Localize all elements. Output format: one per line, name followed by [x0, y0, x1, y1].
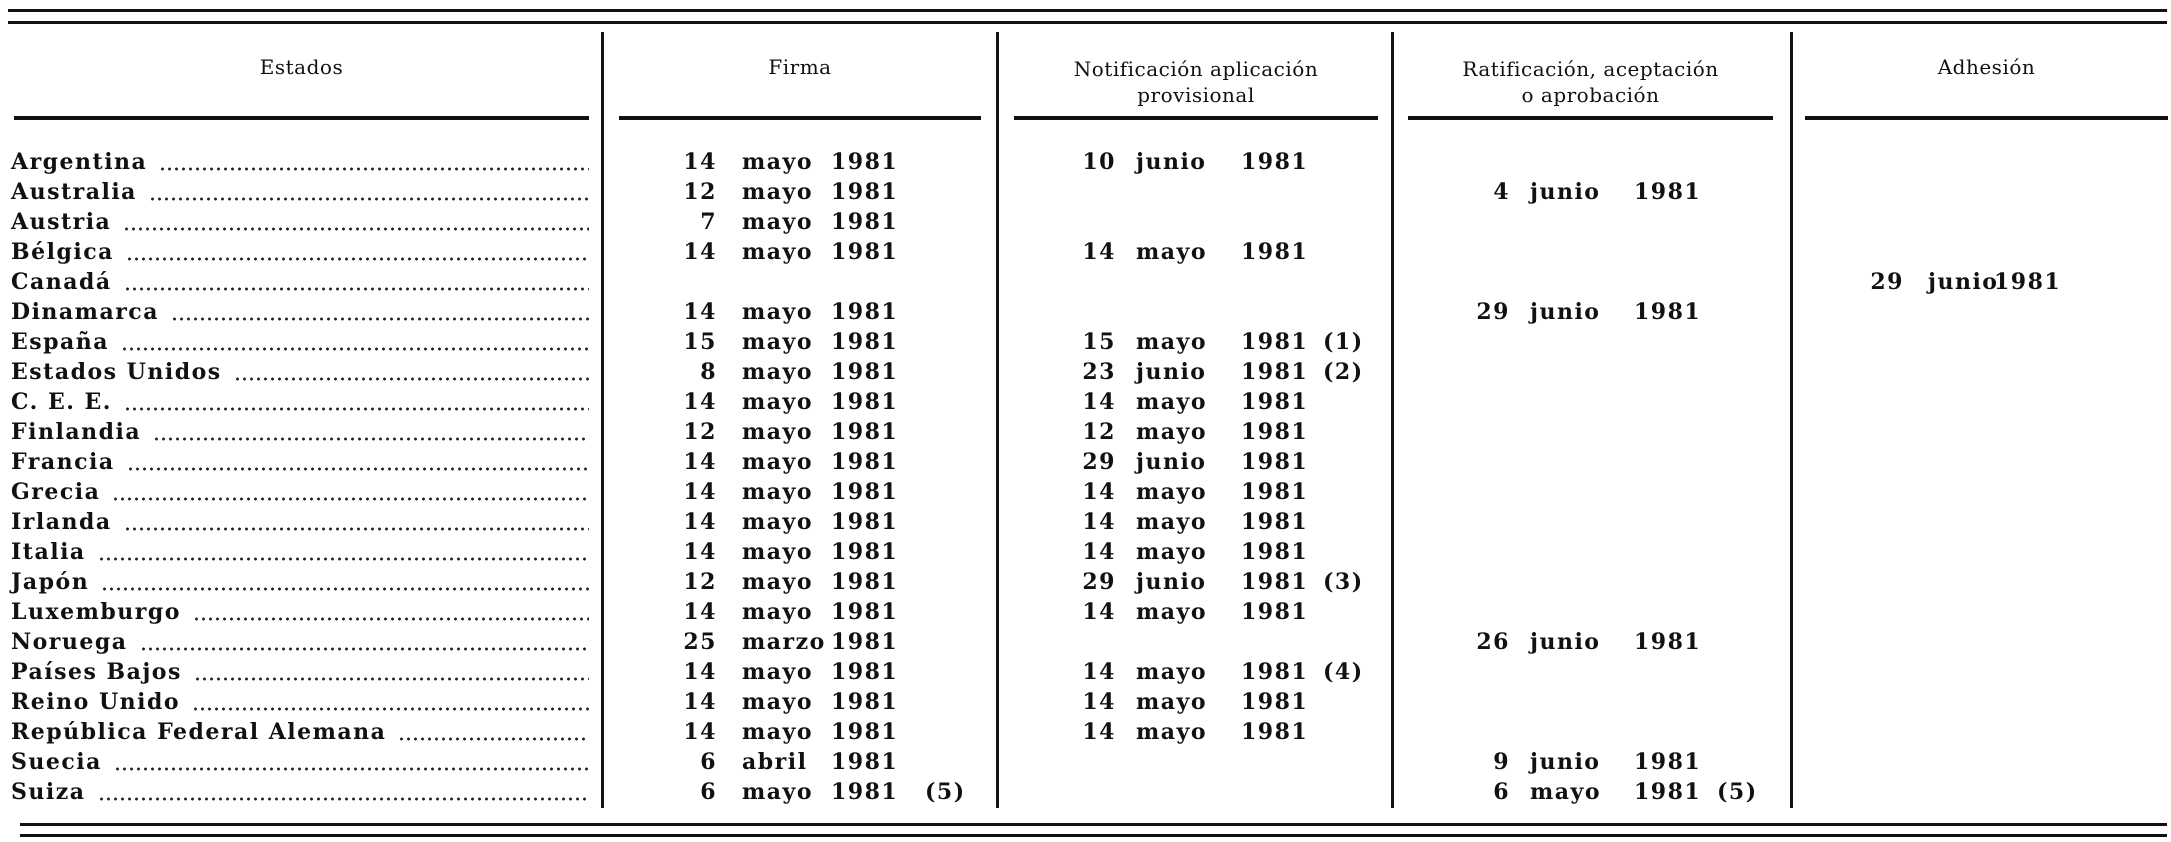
notif-date-note: (2): [1323, 359, 1364, 385]
firma-date-year: 1981: [831, 209, 899, 235]
dot-leader: [127, 467, 589, 471]
notif-date-year: 1981: [1241, 449, 1309, 475]
firma-date-month: mayo: [742, 449, 813, 475]
table-row: [0, 687, 2171, 717]
table-row: [0, 777, 2171, 807]
state-name: Dinamarca: [11, 299, 159, 325]
ratif-date-month: junio: [1530, 299, 1601, 325]
dot-leader: [140, 647, 589, 651]
firma-date-month: mayo: [742, 569, 813, 595]
firma-date-year: 1981: [831, 479, 899, 505]
dot-leader: [112, 497, 589, 501]
table-row: [0, 267, 2171, 297]
firma-date-day: 14: [683, 659, 717, 685]
dot-leader: [123, 227, 589, 231]
notif-date-day: 14: [1082, 479, 1116, 505]
notif-date-note: (3): [1323, 569, 1364, 595]
table-row: [0, 237, 2171, 267]
table-row: [0, 537, 2171, 567]
header-firma: Firma: [768, 55, 832, 79]
state-name: Canadá: [11, 269, 112, 295]
state-name: Suecia: [11, 749, 102, 775]
dot-leader: [149, 197, 589, 201]
firma-date-month: mayo: [742, 299, 813, 325]
rule: [20, 823, 2167, 826]
dot-leader: [153, 437, 589, 441]
ratif-date-day: 9: [1493, 749, 1510, 775]
firma-date-day: 25: [683, 629, 717, 655]
dot-leader: [171, 317, 589, 321]
header-underline: [1408, 116, 1773, 120]
firma-date-month: mayo: [742, 389, 813, 415]
notif-date-note: (1): [1323, 329, 1364, 355]
state-name: España: [11, 329, 110, 355]
dot-leader: [398, 737, 589, 741]
firma-date-day: 15: [683, 329, 717, 355]
notif-date-day: 14: [1082, 389, 1116, 415]
firma-date-day: 14: [683, 389, 717, 415]
notif-date-year: 1981: [1241, 599, 1309, 625]
firma-date-year: 1981: [831, 599, 899, 625]
state-name: Bélgica: [11, 239, 114, 265]
state-name: Reino Unido: [11, 689, 181, 715]
firma-date-month: mayo: [742, 719, 813, 745]
table-row: [0, 357, 2171, 387]
firma-date-year: 1981: [831, 359, 899, 385]
notif-date-month: mayo: [1136, 689, 1207, 715]
ratif-date-year: 1981: [1634, 749, 1702, 775]
state-name: Estados Unidos: [11, 359, 222, 385]
notif-date-month: junio: [1136, 449, 1207, 475]
firma-date-month: mayo: [742, 179, 813, 205]
notif-date-month: mayo: [1136, 659, 1207, 685]
firma-date-year: 1981: [831, 569, 899, 595]
table-row: [0, 417, 2171, 447]
table-row: [0, 477, 2171, 507]
firma-date-day: 12: [683, 569, 717, 595]
notif-date-day: 14: [1082, 659, 1116, 685]
firma-date-month: mayo: [742, 359, 813, 385]
firma-date-year: 1981: [831, 659, 899, 685]
firma-date-year: 1981: [831, 179, 899, 205]
notif-date-month: mayo: [1136, 479, 1207, 505]
adhesion-date-year: 1981: [1994, 269, 2062, 295]
ratif-date-month: junio: [1530, 629, 1601, 655]
header-underline: [1805, 116, 2168, 120]
notif-date-year: 1981: [1241, 419, 1309, 445]
firma-date-year: 1981: [831, 389, 899, 415]
notif-date-month: mayo: [1136, 239, 1207, 265]
table-row: [0, 747, 2171, 777]
header-underline: [619, 116, 981, 120]
firma-date-note: (5): [925, 779, 966, 805]
rule: [8, 21, 2167, 24]
notif-date-day: 14: [1082, 719, 1116, 745]
firma-date-year: 1981: [831, 449, 899, 475]
header-ratificacion: [1408, 56, 1773, 108]
firma-date-day: 12: [683, 179, 717, 205]
notif-date-month: mayo: [1136, 539, 1207, 565]
state-name: Australia: [11, 179, 137, 205]
dot-leader: [159, 167, 589, 171]
notif-date-day: 14: [1082, 689, 1116, 715]
firma-date-day: 14: [683, 239, 717, 265]
firma-date-day: 8: [700, 359, 717, 385]
firma-date-year: 1981: [831, 779, 899, 805]
notif-date-note: (4): [1323, 659, 1364, 685]
firma-date-month: mayo: [742, 209, 813, 235]
firma-date-year: 1981: [831, 749, 899, 775]
notif-date-year: 1981: [1241, 659, 1309, 685]
state-name: República Federal Alemana: [11, 719, 387, 745]
header-notificacion-line1: Notificación aplicación: [1073, 57, 1319, 81]
notif-date-day: 14: [1082, 509, 1116, 535]
firma-date-day: 14: [683, 719, 717, 745]
header-notificacion: [1014, 56, 1378, 108]
dot-leader: [121, 347, 589, 351]
header-underline: [14, 116, 589, 120]
state-name: Argentina: [11, 149, 148, 175]
notif-date-month: junio: [1136, 569, 1207, 595]
notif-date-day: 10: [1082, 149, 1116, 175]
firma-date-day: 14: [683, 479, 717, 505]
firma-date-year: 1981: [831, 509, 899, 535]
dot-leader: [114, 767, 589, 771]
firma-date-day: 12: [683, 419, 717, 445]
state-name: Austria: [11, 209, 112, 235]
notif-date-day: 14: [1082, 539, 1116, 565]
table-row: [0, 597, 2171, 627]
state-name: Irlanda: [11, 509, 112, 535]
firma-date-day: 14: [683, 509, 717, 535]
ratif-date-year: 1981: [1634, 629, 1702, 655]
firma-date-month: mayo: [742, 149, 813, 175]
dot-leader: [234, 377, 589, 381]
state-name: C. E. E.: [11, 389, 112, 415]
notif-date-day: 29: [1082, 449, 1116, 475]
firma-date-year: 1981: [831, 329, 899, 355]
dot-leader: [124, 287, 589, 291]
state-name: Francia: [11, 449, 115, 475]
notif-date-month: junio: [1136, 359, 1207, 385]
firma-date-month: mayo: [742, 509, 813, 535]
table-row: [0, 657, 2171, 687]
table-row: [0, 627, 2171, 657]
firma-date-day: 7: [700, 209, 717, 235]
adhesion-date-month: junio: [1928, 269, 1999, 295]
notif-date-year: 1981: [1241, 539, 1309, 565]
table-row: [0, 717, 2171, 747]
header-ratificacion-line1: Ratificación, aceptación: [1462, 57, 1719, 81]
dot-leader: [193, 617, 589, 621]
firma-date-month: mayo: [742, 599, 813, 625]
firma-date-month: mayo: [742, 239, 813, 265]
state-name: Luxemburgo: [11, 599, 181, 625]
notif-date-month: junio: [1136, 149, 1207, 175]
firma-date-month: mayo: [742, 329, 813, 355]
dot-leader: [124, 527, 589, 531]
dot-leader: [98, 797, 589, 801]
table-row: [0, 147, 2171, 177]
firma-date-day: 14: [683, 539, 717, 565]
firma-date-month: mayo: [742, 479, 813, 505]
ratif-date-day: 26: [1476, 629, 1510, 655]
notif-date-year: 1981: [1241, 689, 1309, 715]
rule: [20, 834, 2167, 837]
ratif-date-year: 1981: [1634, 779, 1702, 805]
firma-date-month: mayo: [742, 689, 813, 715]
dot-leader: [192, 707, 589, 711]
notif-date-year: 1981: [1241, 389, 1309, 415]
notif-date-month: mayo: [1136, 419, 1207, 445]
ratif-date-note: (5): [1717, 779, 1758, 805]
dot-leader: [124, 407, 589, 411]
table-row: [0, 447, 2171, 477]
ratif-date-month: mayo: [1530, 779, 1601, 805]
header-notificacion-line2: provisional: [1137, 83, 1255, 107]
firma-date-year: 1981: [831, 629, 899, 655]
header-underline: [1014, 116, 1378, 120]
notif-date-day: 12: [1082, 419, 1116, 445]
table-row: [0, 207, 2171, 237]
header-estados: Estados: [259, 55, 344, 79]
state-name: Suiza: [11, 779, 86, 805]
notif-date-month: mayo: [1136, 599, 1207, 625]
dot-leader: [194, 677, 589, 681]
firma-date-month: mayo: [742, 779, 813, 805]
notif-date-year: 1981: [1241, 479, 1309, 505]
firma-date-year: 1981: [831, 689, 899, 715]
notif-date-day: 14: [1082, 599, 1116, 625]
firma-date-day: 14: [683, 299, 717, 325]
firma-date-month: marzo: [742, 629, 826, 655]
state-name: Grecia: [11, 479, 101, 505]
firma-date-month: mayo: [742, 659, 813, 685]
notif-date-month: mayo: [1136, 329, 1207, 355]
ratif-date-day: 29: [1476, 299, 1510, 325]
firma-date-year: 1981: [831, 419, 899, 445]
table-row: [0, 507, 2171, 537]
ratif-date-day: 4: [1493, 179, 1510, 205]
header-adhesion: Adhesión: [1937, 55, 2036, 79]
firma-date-day: 14: [683, 599, 717, 625]
table-row: [0, 567, 2171, 597]
dot-leader: [98, 557, 589, 561]
notif-date-month: mayo: [1136, 509, 1207, 535]
state-name: Finlandia: [11, 419, 142, 445]
notif-date-year: 1981: [1241, 509, 1309, 535]
ratif-date-month: junio: [1530, 179, 1601, 205]
dot-leader: [101, 587, 589, 591]
notif-date-year: 1981: [1241, 329, 1309, 355]
ratif-date-month: junio: [1530, 749, 1601, 775]
notif-date-day: 15: [1082, 329, 1116, 355]
header-ratificacion-line2: o aprobación: [1521, 83, 1660, 107]
firma-date-year: 1981: [831, 299, 899, 325]
notif-date-day: 14: [1082, 239, 1116, 265]
notif-date-day: 23: [1082, 359, 1116, 385]
notif-date-year: 1981: [1241, 359, 1309, 385]
notif-date-year: 1981: [1241, 569, 1309, 595]
firma-date-day: 6: [700, 779, 717, 805]
rule: [8, 9, 2167, 12]
firma-date-month: mayo: [742, 539, 813, 565]
notif-date-month: mayo: [1136, 719, 1207, 745]
adhesion-date-day: 29: [1870, 269, 1904, 295]
table-row: [0, 387, 2171, 417]
firma-date-month: abril: [742, 749, 808, 775]
firma-date-day: 14: [683, 149, 717, 175]
state-name: Japón: [11, 569, 90, 595]
table-row: [0, 327, 2171, 357]
notif-date-year: 1981: [1241, 239, 1309, 265]
firma-date-year: 1981: [831, 719, 899, 745]
firma-date-year: 1981: [831, 539, 899, 565]
ratif-date-year: 1981: [1634, 299, 1702, 325]
dot-leader: [126, 257, 589, 261]
notif-date-month: mayo: [1136, 389, 1207, 415]
state-name: Italia: [11, 539, 86, 565]
notif-date-year: 1981: [1241, 149, 1309, 175]
ratif-date-day: 6: [1493, 779, 1510, 805]
firma-date-day: 14: [683, 689, 717, 715]
ratif-date-year: 1981: [1634, 179, 1702, 205]
firma-date-year: 1981: [831, 149, 899, 175]
firma-date-month: mayo: [742, 419, 813, 445]
notif-date-day: 29: [1082, 569, 1116, 595]
table-row: [0, 297, 2171, 327]
table-row: [0, 177, 2171, 207]
firma-date-day: 14: [683, 449, 717, 475]
state-name: Noruega: [11, 629, 128, 655]
firma-date-year: 1981: [831, 239, 899, 265]
firma-date-day: 6: [700, 749, 717, 775]
notif-date-year: 1981: [1241, 719, 1309, 745]
state-name: Países Bajos: [11, 659, 182, 685]
